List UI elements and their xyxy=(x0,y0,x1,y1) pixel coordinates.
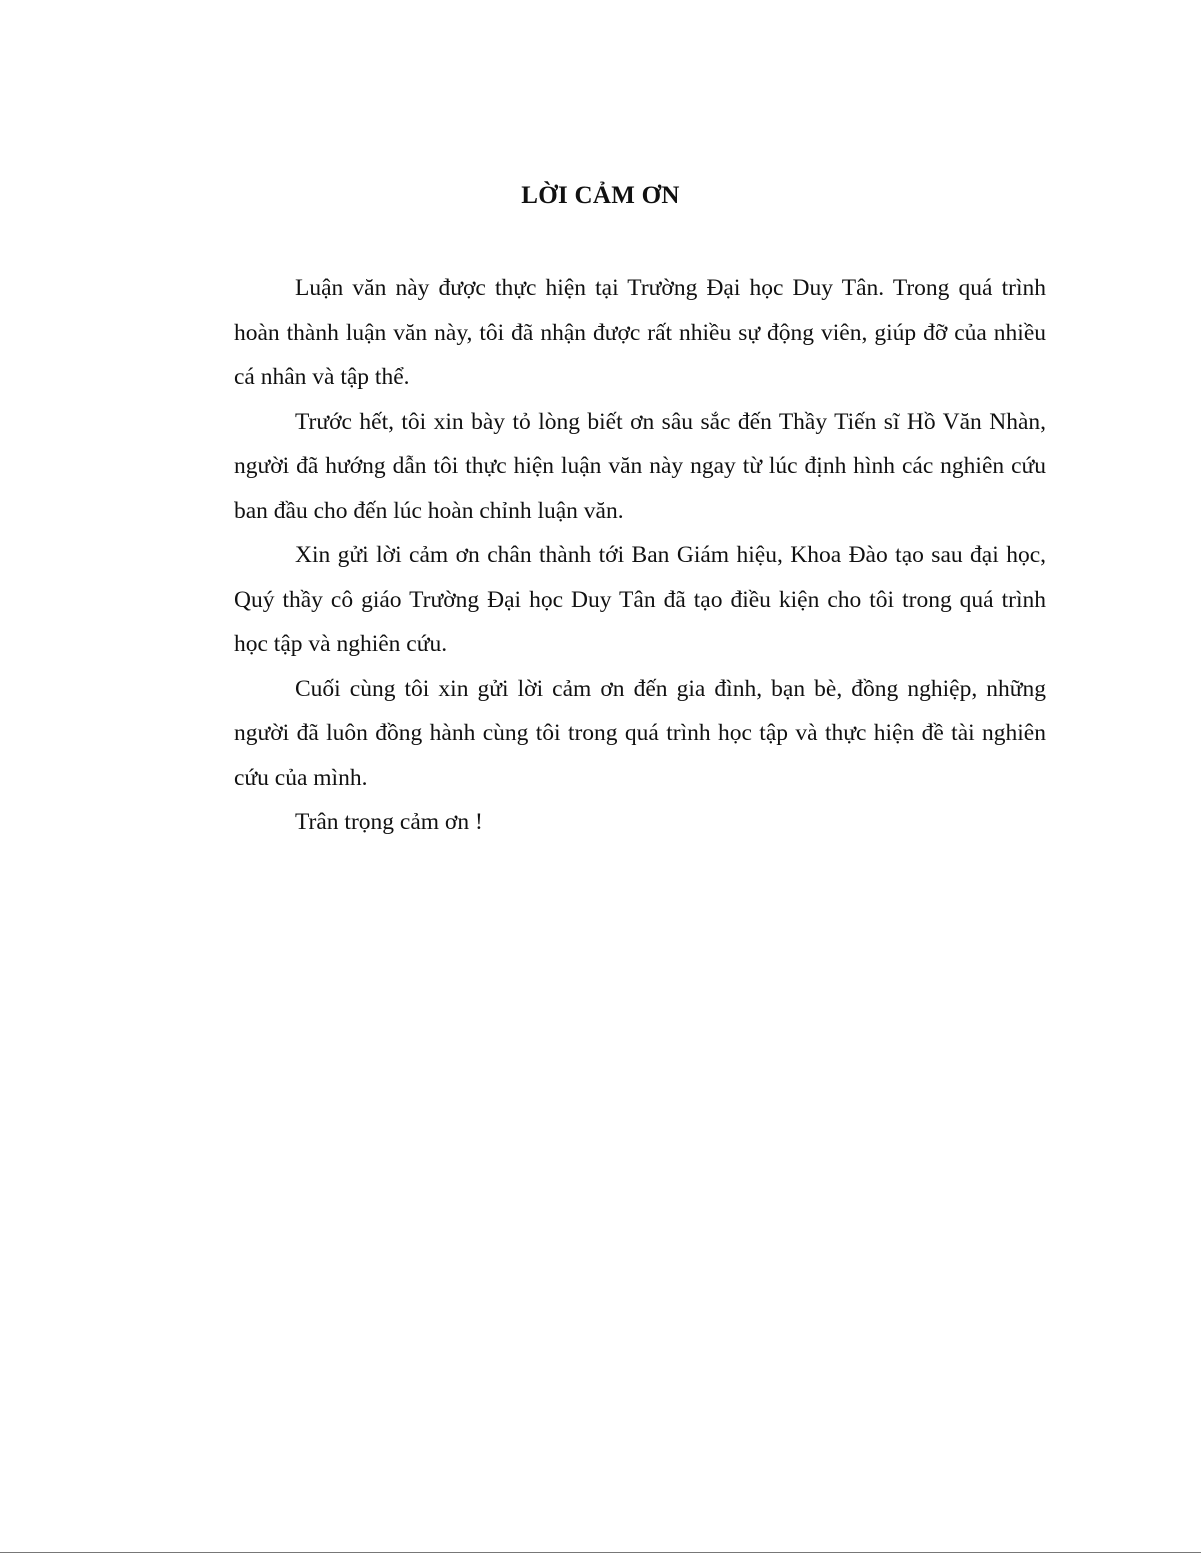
closing-line: Trân trọng cảm ơn ! xyxy=(295,809,483,835)
paragraph-3: Xin gửi lời cảm ơn chân thành tới Ban Giám hiệu, Khoa Đào tạo sau đại học, Quý thầy cô giáo Trường Đại học Duy Tân đã tạo điều kiện cho tôi trong quá trình học tập và nghiên cứu. xyxy=(234,542,1046,657)
paragraph-2: Trước hết, tôi xin bày tỏ lòng biết ơn sâu sắc đến Thầy Tiến sĩ Hồ Văn Nhàn, người đã hướng dẫn tôi thực hiện luận văn này ngay từ lúc định hình các nghiên cứu ban đầu cho đến lúc hoàn chỉnh luận văn. xyxy=(234,408,1046,524)
paragraph-1: Luận văn này được thực hiện tại Trường Đại học Duy Tân. Trong quá trình hoàn thành luận văn này, tôi đã nhận được rất nhiều sự động viên, giúp đỡ của nhiều cá nhân và tập thể. xyxy=(234,275,1046,390)
document-body xyxy=(234,266,1046,845)
paragraph-4: Cuối cùng tôi xin gửi lời cảm ơn đến gia đình, bạn bè, đồng nghiệp, những người đã luôn đồng hành cùng tôi trong quá trình học tập và thực hiện đề tài nghiên cứu của mình. xyxy=(234,675,1046,791)
page-title: LỜI CẢM ƠN xyxy=(521,182,680,209)
page-bottom-divider xyxy=(0,1552,1201,1553)
